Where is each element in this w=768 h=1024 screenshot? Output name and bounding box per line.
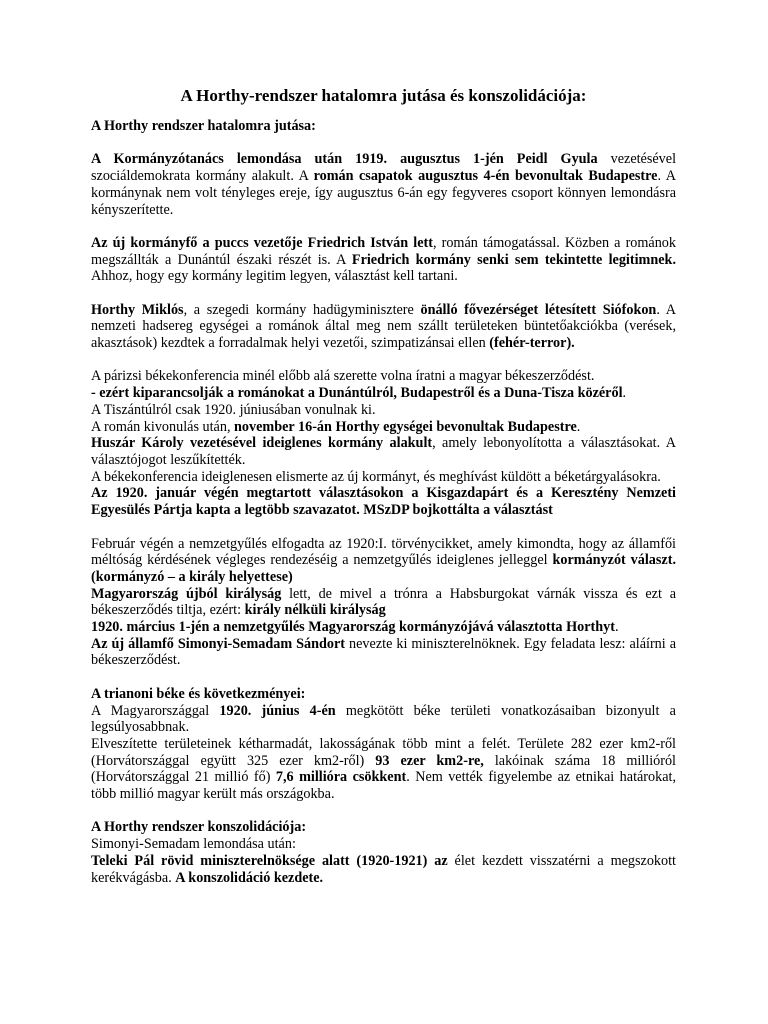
bold-text: A konszolidáció kezdete. — [175, 869, 324, 886]
bold-text: kormányzót választ. (kormányzó – a király helyettese) — [91, 552, 676, 585]
bold-text: A trianoni béke és következményei: — [91, 685, 306, 702]
text: Ahhoz, hogy egy kormány legitim legyen, választást kell tartani. — [91, 268, 458, 285]
text: . Nem vették figyelembe az etnikai határokat, több millió magyar került más országokba. — [91, 769, 677, 803]
bold-text: önálló fővezérséget létesített Siófokon — [420, 301, 657, 318]
text: élet kezdett visszatérni a megszokott kerékvágásba. — [91, 852, 676, 886]
document-body — [91, 118, 676, 886]
bold-text: román csapatok augusztus 4-én bevonultak Budapestre — [313, 168, 658, 185]
paragraph — [91, 485, 676, 518]
paragraph-gap — [91, 218, 676, 235]
text: . A kormánynak nem volt tényleges ereje, így augusztus 6-án egy fegyveres csoport könnyen lemondásra kényszerítette. — [91, 168, 676, 218]
paragraph-gap — [91, 285, 676, 302]
bold-text: Az új kormányfő a puccs vezetője Friedrich István lett — [91, 234, 433, 251]
text: . A nemzeti hadsereg egységei a románok által meg nem szállt területeken büntetőakciókba (verések, akasztások) kezdtek a forradalmak helyi vezetői, szimpatizánsai ellen — [91, 301, 676, 352]
paragraph — [91, 235, 676, 285]
text: . — [614, 619, 619, 636]
paragraph — [91, 469, 676, 486]
text: A Magyarországgal — [91, 702, 220, 719]
paragraph-gap — [91, 669, 676, 686]
text: A román kivonulás után, — [91, 418, 235, 435]
text: . — [576, 418, 581, 435]
bold-text: - ezért kiparancsolják a románokat a Dunántúlról, Budapestről és a Duna-Tisza közéről — [91, 385, 623, 402]
text: . — [622, 385, 627, 402]
paragraph — [91, 151, 676, 218]
paragraph — [91, 435, 676, 468]
paragraph — [91, 419, 676, 436]
paragraph — [91, 118, 676, 135]
text: Február végén a nemzetgyűlés elfogadta az 1920:I. törvénycikket, amely kimondta, hogy az államfői méltóság kérdésének végleges rendezéséig a nemzetgyűlés ideiglenes jelleggel — [91, 535, 676, 569]
text: , román támogatással. Közben a románok megszállták a Dunántúl északi részét is. A — [91, 234, 676, 268]
bold-text: 93 ezer km2-re, — [375, 752, 484, 769]
paragraph — [91, 853, 676, 886]
paragraph — [91, 686, 676, 703]
bold-text: A Kormányzótanács lemondása után 1919. augusztus 1-jén Peidl Gyula — [91, 151, 598, 168]
bold-text: Az 1920. január végén megtartott választásokon a Kisgazdapárt és a Keresztény Nemzeti Egyesülés Pártja kapta a legtöbb szavazatot. MSzDP bojkottálta a választást — [91, 485, 676, 519]
text: megkötött béke területi vonatkozásaiban bizonyult a legsúlyosabbnak. — [91, 702, 676, 736]
paragraph — [91, 536, 676, 586]
text: A párizsi békekonferencia minél előbb alá szerette volna íratni a magyar békeszerződést. — [91, 368, 595, 385]
page-title: A Horthy-rendszer hatalomra jutása és konszolidációja: — [180, 86, 587, 105]
bold-text: Huszár Károly vezetésével ideiglenes kormány alakult — [91, 435, 433, 452]
paragraph — [91, 586, 676, 619]
paragraph-gap — [91, 352, 676, 369]
bold-text: Az új államfő Simonyi-Semadam Sándort — [91, 635, 346, 652]
paragraph — [91, 836, 676, 853]
bold-text: Magyarország újból királyság — [91, 585, 282, 602]
bold-text: Horthy Miklós — [91, 301, 184, 318]
paragraph — [91, 619, 676, 636]
paragraph — [91, 819, 676, 836]
paragraph — [91, 385, 676, 402]
text: A békekonferencia ideiglenesen elismerte az új kormányt, és meghívást küldött a béketárgyalásokra. — [91, 468, 661, 485]
bold-text: 1920. március 1-jén a nemzetgyűlés Magyarország kormányzójává választotta Horthyt — [91, 619, 615, 636]
bold-text: november 16-án Horthy egységei bevonultak Budapestre — [234, 418, 577, 435]
text: Elveszítette területeinek kétharmadát, lakosságának több mint a felét. Területe 282 ezer km2-ről (Horvátországgal együtt 325 ezer km2-ről) — [91, 735, 676, 769]
bold-text: 7,6 millióra csökkent — [275, 769, 407, 786]
paragraph — [91, 736, 676, 803]
text: vezetésével szociáldemokrata kormány alakult. A — [91, 151, 677, 185]
text: , amely lebonyolította a választásokat. A választójogot leszűkítették. — [91, 435, 676, 468]
text: lakóinak száma 18 millióról (Horvátországgal 21 millió fő) — [91, 752, 676, 786]
bold-text: (fehér-terror). — [489, 335, 575, 352]
paragraph-gap — [91, 135, 676, 152]
bold-text: Friedrich kormány senki sem tekintette legitimnek. — [351, 251, 676, 268]
bold-text: 1920. június 4-én — [219, 702, 336, 719]
bold-text: A Horthy rendszer konszolidációja: — [91, 819, 307, 836]
paragraph — [91, 703, 676, 736]
bold-text: Teleki Pál rövid miniszterelnöksége alatt (1920-1921) az — [91, 852, 448, 869]
paragraph-gap — [91, 519, 676, 536]
text: , a szegedi kormány hadügyminisztere — [183, 301, 421, 318]
bold-text: A Horthy rendszer hatalomra jutása: — [91, 118, 316, 134]
paragraph — [91, 636, 676, 669]
paragraph — [91, 402, 676, 419]
paragraph-gap — [91, 803, 676, 820]
bold-text: király nélküli királyság — [244, 602, 386, 619]
text: lett, de mivel a trónra a Habsburgokat várnák vissza és ezt a békeszerződés tiltja, ezért: — [91, 585, 676, 619]
paragraph — [91, 302, 676, 352]
text: nevezte ki miniszterelnöknek. Egy feladata lesz: aláírni a békeszerződést. — [91, 635, 677, 669]
paragraph — [91, 368, 676, 385]
text: A Tiszántúlról csak 1920. júniusában vonulnak ki. — [91, 401, 376, 418]
text: Simonyi-Semadam lemondása után: — [91, 836, 296, 853]
